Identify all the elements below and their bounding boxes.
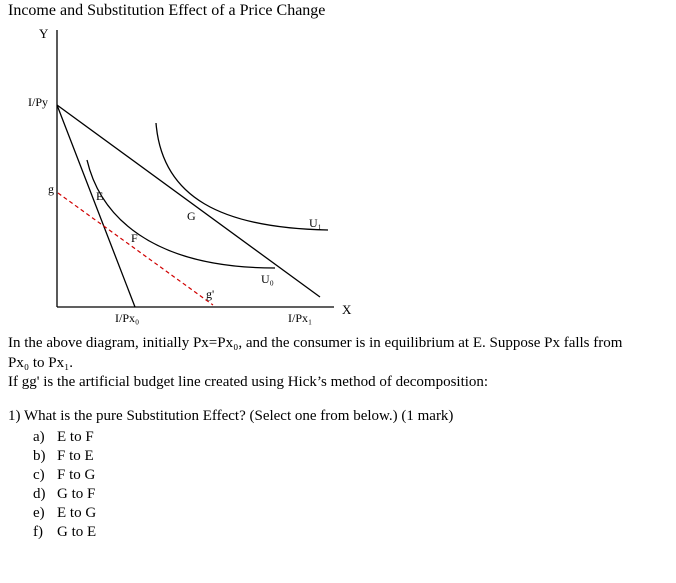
page-title: Income and Substitution Effect of a Price Change: [8, 2, 326, 19]
x-intercept1-label: I/Px₁: [288, 311, 313, 325]
curve-u1-label: U₁: [309, 216, 322, 230]
option-e[interactable]: [33, 504, 96, 523]
option-letter: b): [33, 448, 46, 464]
budget-line-initial: [57, 105, 135, 307]
point-e-label: E: [96, 189, 104, 203]
question-text: 1) What is the pure Substitution Effect? (Select one from below.) (1 mark): [8, 408, 454, 424]
option-a[interactable]: [33, 428, 96, 447]
description-line-1: In the above diagram, initially Px=Px₀, and the consumer is in equilibrium at E. Suppose Px falls from: [8, 335, 623, 351]
description-line-3: If gg' is the artificial budget line created using Hick’s method of decomposition:: [8, 374, 489, 390]
point-f-label: F: [131, 231, 138, 245]
x-intercept0-label: I/Px₀: [115, 311, 140, 325]
option-text: F to G: [57, 467, 96, 483]
description-line-2: Px₀ to Px₁.: [8, 355, 74, 371]
answer-options: [33, 428, 96, 542]
y-axis-label: Y: [39, 26, 49, 41]
x-axis-label: X: [342, 302, 352, 317]
option-text: E to G: [57, 505, 97, 521]
y-intercept-label: I/Py: [28, 95, 49, 109]
option-d[interactable]: [33, 485, 96, 504]
point-g-prime-label: g': [206, 287, 215, 301]
point-g-label: g: [48, 182, 54, 196]
option-letter: d): [33, 486, 46, 502]
option-f[interactable]: [33, 523, 96, 542]
curve-u0-label: U₀: [261, 272, 274, 286]
indifference-curve-u1: [156, 123, 328, 230]
option-letter: c): [33, 467, 45, 483]
option-text: G to E: [57, 524, 97, 540]
option-letter: f): [33, 524, 43, 540]
option-text: G to F: [57, 486, 96, 502]
point-g-upper-label: G: [187, 209, 196, 223]
indifference-curve-u0: [87, 160, 275, 268]
option-letter: a): [33, 429, 45, 445]
option-letter: e): [33, 505, 45, 521]
option-c[interactable]: [33, 466, 96, 485]
option-text: F to E: [57, 448, 94, 464]
option-text: E to F: [57, 429, 94, 445]
option-b[interactable]: [33, 447, 96, 466]
